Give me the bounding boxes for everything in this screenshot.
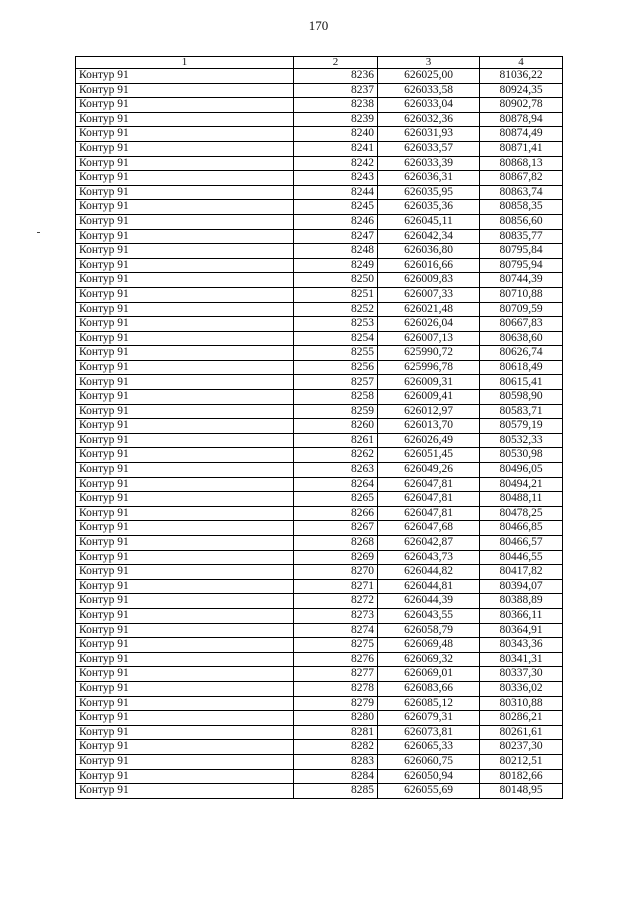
y-coordinate-cell: 80237,30 — [480, 740, 563, 755]
x-coordinate-cell: 626049,26 — [378, 463, 480, 478]
y-coordinate-cell: 80618,49 — [480, 360, 563, 375]
contour-name-cell: Контур 91 — [76, 667, 294, 682]
x-coordinate-cell: 626025,00 — [378, 69, 480, 84]
table-row — [76, 185, 563, 200]
x-coordinate-cell: 626007,33 — [378, 287, 480, 302]
y-coordinate-cell: 80579,19 — [480, 419, 563, 434]
x-coordinate-cell: 626009,31 — [378, 375, 480, 390]
table-row — [76, 740, 563, 755]
contour-name-cell: Контур 91 — [76, 696, 294, 711]
point-number-cell: 8258 — [294, 390, 378, 405]
y-coordinate-cell: 80598,90 — [480, 390, 563, 405]
point-number-cell: 8261 — [294, 433, 378, 448]
point-number-cell: 8241 — [294, 141, 378, 156]
table-row — [76, 375, 563, 390]
point-number-cell: 8283 — [294, 754, 378, 769]
contour-name-cell: Контур 91 — [76, 360, 294, 375]
table-row — [76, 200, 563, 215]
table-row — [76, 69, 563, 84]
contour-name-cell: Контур 91 — [76, 754, 294, 769]
point-number-cell: 8269 — [294, 550, 378, 565]
y-coordinate-cell: 80626,74 — [480, 346, 563, 361]
x-coordinate-cell: 625990,72 — [378, 346, 480, 361]
contour-name-cell: Контур 91 — [76, 594, 294, 609]
table-row — [76, 608, 563, 623]
point-number-cell: 8247 — [294, 229, 378, 244]
y-coordinate-cell: 80212,51 — [480, 754, 563, 769]
table-row — [76, 404, 563, 419]
point-number-cell: 8275 — [294, 638, 378, 653]
contour-name-cell: Контур 91 — [76, 652, 294, 667]
x-coordinate-cell: 626035,95 — [378, 185, 480, 200]
y-coordinate-cell: 80868,13 — [480, 156, 563, 171]
table-row — [76, 214, 563, 229]
table-body — [76, 69, 563, 799]
contour-name-cell: Контур 91 — [76, 69, 294, 84]
x-coordinate-cell: 626031,93 — [378, 127, 480, 142]
x-coordinate-cell: 626047,81 — [378, 506, 480, 521]
x-coordinate-cell: 626044,81 — [378, 579, 480, 594]
y-coordinate-cell: 80261,61 — [480, 725, 563, 740]
x-coordinate-cell: 626079,31 — [378, 711, 480, 726]
table-row — [76, 258, 563, 273]
y-coordinate-cell: 80530,98 — [480, 448, 563, 463]
table-row — [76, 112, 563, 127]
y-coordinate-cell: 80871,41 — [480, 141, 563, 156]
y-coordinate-cell: 80488,11 — [480, 492, 563, 507]
point-number-cell: 8245 — [294, 200, 378, 215]
y-coordinate-cell: 80466,57 — [480, 536, 563, 551]
table-row — [76, 171, 563, 186]
point-number-cell: 8276 — [294, 652, 378, 667]
point-number-cell: 8238 — [294, 98, 378, 113]
point-number-cell: 8246 — [294, 214, 378, 229]
table-row — [76, 273, 563, 288]
point-number-cell: 8237 — [294, 83, 378, 98]
scan-artifact — [37, 232, 40, 233]
x-coordinate-cell: 626009,83 — [378, 273, 480, 288]
y-coordinate-cell: 80466,85 — [480, 521, 563, 536]
contour-name-cell: Контур 91 — [76, 521, 294, 536]
point-number-cell: 8259 — [294, 404, 378, 419]
contour-name-cell: Контур 91 — [76, 623, 294, 638]
point-number-cell: 8281 — [294, 725, 378, 740]
x-coordinate-cell: 626044,82 — [378, 565, 480, 580]
y-coordinate-cell: 80795,94 — [480, 258, 563, 273]
y-coordinate-cell: 80388,89 — [480, 594, 563, 609]
table-row — [76, 784, 563, 799]
point-number-cell: 8278 — [294, 681, 378, 696]
contour-name-cell: Контур 91 — [76, 112, 294, 127]
y-coordinate-cell: 80532,33 — [480, 433, 563, 448]
point-number-cell: 8271 — [294, 579, 378, 594]
point-number-cell: 8251 — [294, 287, 378, 302]
table-row — [76, 594, 563, 609]
table-row — [76, 506, 563, 521]
contour-name-cell: Контур 91 — [76, 127, 294, 142]
contour-name-cell: Контур 91 — [76, 784, 294, 799]
y-coordinate-cell: 80182,66 — [480, 769, 563, 784]
x-coordinate-cell: 626083,66 — [378, 681, 480, 696]
contour-name-cell: Контур 91 — [76, 550, 294, 565]
x-coordinate-cell: 626016,66 — [378, 258, 480, 273]
contour-name-cell: Контур 91 — [76, 740, 294, 755]
x-coordinate-cell: 626009,41 — [378, 390, 480, 405]
contour-name-cell: Контур 91 — [76, 711, 294, 726]
y-coordinate-cell: 80744,39 — [480, 273, 563, 288]
y-coordinate-cell: 80667,83 — [480, 317, 563, 332]
y-coordinate-cell: 80902,78 — [480, 98, 563, 113]
contour-name-cell: Контур 91 — [76, 375, 294, 390]
table-row — [76, 127, 563, 142]
y-coordinate-cell: 80366,11 — [480, 608, 563, 623]
table-row — [76, 287, 563, 302]
y-coordinate-cell: 80638,60 — [480, 331, 563, 346]
point-number-cell: 8248 — [294, 244, 378, 259]
y-coordinate-cell: 80878,94 — [480, 112, 563, 127]
y-coordinate-cell: 81036,22 — [480, 69, 563, 84]
y-coordinate-cell: 80709,59 — [480, 302, 563, 317]
page-number: 170 — [308, 18, 329, 33]
y-coordinate-cell: 80446,55 — [480, 550, 563, 565]
table-row — [76, 360, 563, 375]
contour-name-cell: Контур 91 — [76, 185, 294, 200]
table-row — [76, 448, 563, 463]
y-coordinate-cell: 80795,84 — [480, 244, 563, 259]
contour-name-cell: Контур 91 — [76, 229, 294, 244]
x-coordinate-cell: 626047,81 — [378, 477, 480, 492]
contour-name-cell: Контур 91 — [76, 433, 294, 448]
table-row — [76, 141, 563, 156]
x-coordinate-cell: 626051,45 — [378, 448, 480, 463]
x-coordinate-cell: 626033,39 — [378, 156, 480, 171]
table-row — [76, 492, 563, 507]
y-coordinate-cell: 80863,74 — [480, 185, 563, 200]
y-coordinate-cell: 80337,30 — [480, 667, 563, 682]
x-coordinate-cell: 626085,12 — [378, 696, 480, 711]
x-coordinate-cell: 626035,36 — [378, 200, 480, 215]
contour-name-cell: Контур 91 — [76, 83, 294, 98]
x-coordinate-cell: 626026,49 — [378, 433, 480, 448]
point-number-cell: 8250 — [294, 273, 378, 288]
point-number-cell: 8265 — [294, 492, 378, 507]
contour-name-cell: Контур 91 — [76, 419, 294, 434]
y-coordinate-cell: 80874,49 — [480, 127, 563, 142]
table-row — [76, 98, 563, 113]
x-coordinate-cell: 626069,01 — [378, 667, 480, 682]
y-coordinate-cell: 80394,07 — [480, 579, 563, 594]
y-coordinate-cell: 80710,88 — [480, 287, 563, 302]
table-row — [76, 623, 563, 638]
point-number-cell: 8282 — [294, 740, 378, 755]
table-row — [76, 346, 563, 361]
table-row — [76, 725, 563, 740]
y-coordinate-cell: 80417,82 — [480, 565, 563, 580]
table-row — [76, 331, 563, 346]
point-number-cell: 8266 — [294, 506, 378, 521]
point-number-cell: 8267 — [294, 521, 378, 536]
table-row — [76, 565, 563, 580]
x-coordinate-cell: 626033,58 — [378, 83, 480, 98]
point-number-cell: 8270 — [294, 565, 378, 580]
point-number-cell: 8239 — [294, 112, 378, 127]
table-row — [76, 302, 563, 317]
table-row — [76, 477, 563, 492]
contour-name-cell: Контур 91 — [76, 302, 294, 317]
point-number-cell: 8274 — [294, 623, 378, 638]
point-number-cell: 8268 — [294, 536, 378, 551]
x-coordinate-cell: 626043,55 — [378, 608, 480, 623]
contour-name-cell: Контур 91 — [76, 244, 294, 259]
column-header-4: 4 — [480, 57, 563, 69]
table-row — [76, 652, 563, 667]
contour-name-cell: Контур 91 — [76, 346, 294, 361]
table-row — [76, 550, 563, 565]
point-number-cell: 8279 — [294, 696, 378, 711]
point-number-cell: 8280 — [294, 711, 378, 726]
x-coordinate-cell: 626058,79 — [378, 623, 480, 638]
contour-name-cell: Контур 91 — [76, 317, 294, 332]
column-header-1: 1 — [76, 57, 294, 69]
table-row — [76, 681, 563, 696]
y-coordinate-cell: 80148,95 — [480, 784, 563, 799]
x-coordinate-cell: 626065,33 — [378, 740, 480, 755]
x-coordinate-cell: 626069,32 — [378, 652, 480, 667]
x-coordinate-cell: 626033,57 — [378, 141, 480, 156]
point-number-cell: 8257 — [294, 375, 378, 390]
y-coordinate-cell: 80341,31 — [480, 652, 563, 667]
table-row — [76, 696, 563, 711]
table-row — [76, 244, 563, 259]
table-row — [76, 579, 563, 594]
point-number-cell: 8262 — [294, 448, 378, 463]
table-row — [76, 156, 563, 171]
x-coordinate-cell: 626036,80 — [378, 244, 480, 259]
contour-name-cell: Контур 91 — [76, 200, 294, 215]
table-row — [76, 754, 563, 769]
y-coordinate-cell: 80310,88 — [480, 696, 563, 711]
table-row — [76, 390, 563, 405]
table-row — [76, 419, 563, 434]
table-row — [76, 536, 563, 551]
y-coordinate-cell: 80478,25 — [480, 506, 563, 521]
x-coordinate-cell: 626045,11 — [378, 214, 480, 229]
contour-name-cell: Контур 91 — [76, 273, 294, 288]
x-coordinate-cell: 626073,81 — [378, 725, 480, 740]
x-coordinate-cell: 626042,87 — [378, 536, 480, 551]
y-coordinate-cell: 80494,21 — [480, 477, 563, 492]
coordinates-table — [75, 56, 563, 799]
point-number-cell: 8256 — [294, 360, 378, 375]
point-number-cell: 8277 — [294, 667, 378, 682]
contour-name-cell: Контур 91 — [76, 638, 294, 653]
y-coordinate-cell: 80856,60 — [480, 214, 563, 229]
contour-name-cell: Контур 91 — [76, 725, 294, 740]
x-coordinate-cell: 626047,81 — [378, 492, 480, 507]
y-coordinate-cell: 80583,71 — [480, 404, 563, 419]
point-number-cell: 8253 — [294, 317, 378, 332]
column-header-2: 2 — [294, 57, 378, 69]
x-coordinate-cell: 626043,73 — [378, 550, 480, 565]
contour-name-cell: Контур 91 — [76, 769, 294, 784]
contour-name-cell: Контур 91 — [76, 98, 294, 113]
contour-name-cell: Контур 91 — [76, 258, 294, 273]
contour-name-cell: Контур 91 — [76, 287, 294, 302]
y-coordinate-cell: 80867,82 — [480, 171, 563, 186]
contour-name-cell: Контур 91 — [76, 141, 294, 156]
table-row — [76, 638, 563, 653]
x-coordinate-cell: 626055,69 — [378, 784, 480, 799]
table-row — [76, 521, 563, 536]
point-number-cell: 8255 — [294, 346, 378, 361]
x-coordinate-cell: 626013,70 — [378, 419, 480, 434]
column-header-3: 3 — [378, 57, 480, 69]
point-number-cell: 8242 — [294, 156, 378, 171]
table-row — [76, 229, 563, 244]
x-coordinate-cell: 625996,78 — [378, 360, 480, 375]
point-number-cell: 8263 — [294, 463, 378, 478]
x-coordinate-cell: 626069,48 — [378, 638, 480, 653]
contour-name-cell: Контур 91 — [76, 608, 294, 623]
y-coordinate-cell: 80364,91 — [480, 623, 563, 638]
y-coordinate-cell: 80858,35 — [480, 200, 563, 215]
contour-name-cell: Контур 91 — [76, 156, 294, 171]
point-number-cell: 8244 — [294, 185, 378, 200]
x-coordinate-cell: 626036,31 — [378, 171, 480, 186]
y-coordinate-cell: 80336,02 — [480, 681, 563, 696]
table-row — [76, 433, 563, 448]
point-number-cell: 8285 — [294, 784, 378, 799]
contour-name-cell: Контур 91 — [76, 477, 294, 492]
point-number-cell: 8252 — [294, 302, 378, 317]
point-number-cell: 8240 — [294, 127, 378, 142]
x-coordinate-cell: 626047,68 — [378, 521, 480, 536]
y-coordinate-cell: 80286,21 — [480, 711, 563, 726]
x-coordinate-cell: 626012,97 — [378, 404, 480, 419]
x-coordinate-cell: 626042,34 — [378, 229, 480, 244]
y-coordinate-cell: 80924,35 — [480, 83, 563, 98]
contour-name-cell: Контур 91 — [76, 565, 294, 580]
contour-name-cell: Контур 91 — [76, 404, 294, 419]
x-coordinate-cell: 626007,13 — [378, 331, 480, 346]
table-row — [76, 83, 563, 98]
point-number-cell: 8243 — [294, 171, 378, 186]
x-coordinate-cell: 626060,75 — [378, 754, 480, 769]
x-coordinate-cell: 626032,36 — [378, 112, 480, 127]
contour-name-cell: Контур 91 — [76, 536, 294, 551]
point-number-cell: 8272 — [294, 594, 378, 609]
table-row — [76, 317, 563, 332]
contour-name-cell: Контур 91 — [76, 331, 294, 346]
table-header-row — [76, 57, 563, 69]
point-number-cell: 8236 — [294, 69, 378, 84]
table-row — [76, 769, 563, 784]
x-coordinate-cell: 626044,39 — [378, 594, 480, 609]
point-number-cell: 8260 — [294, 419, 378, 434]
contour-name-cell: Контур 91 — [76, 463, 294, 478]
y-coordinate-cell: 80343,36 — [480, 638, 563, 653]
table-row — [76, 711, 563, 726]
point-number-cell: 8254 — [294, 331, 378, 346]
x-coordinate-cell: 626033,04 — [378, 98, 480, 113]
contour-name-cell: Контур 91 — [76, 492, 294, 507]
x-coordinate-cell: 626026,04 — [378, 317, 480, 332]
point-number-cell: 8264 — [294, 477, 378, 492]
y-coordinate-cell: 80496,05 — [480, 463, 563, 478]
contour-name-cell: Контур 91 — [76, 579, 294, 594]
x-coordinate-cell: 626050,94 — [378, 769, 480, 784]
contour-name-cell: Контур 91 — [76, 448, 294, 463]
contour-name-cell: Контур 91 — [76, 214, 294, 229]
table-row — [76, 667, 563, 682]
contour-name-cell: Контур 91 — [76, 681, 294, 696]
x-coordinate-cell: 626021,48 — [378, 302, 480, 317]
y-coordinate-cell: 80835,77 — [480, 229, 563, 244]
point-number-cell: 8273 — [294, 608, 378, 623]
y-coordinate-cell: 80615,41 — [480, 375, 563, 390]
contour-name-cell: Контур 91 — [76, 506, 294, 521]
contour-name-cell: Контур 91 — [76, 171, 294, 186]
point-number-cell: 8249 — [294, 258, 378, 273]
contour-name-cell: Контур 91 — [76, 390, 294, 405]
point-number-cell: 8284 — [294, 769, 378, 784]
table-row — [76, 463, 563, 478]
